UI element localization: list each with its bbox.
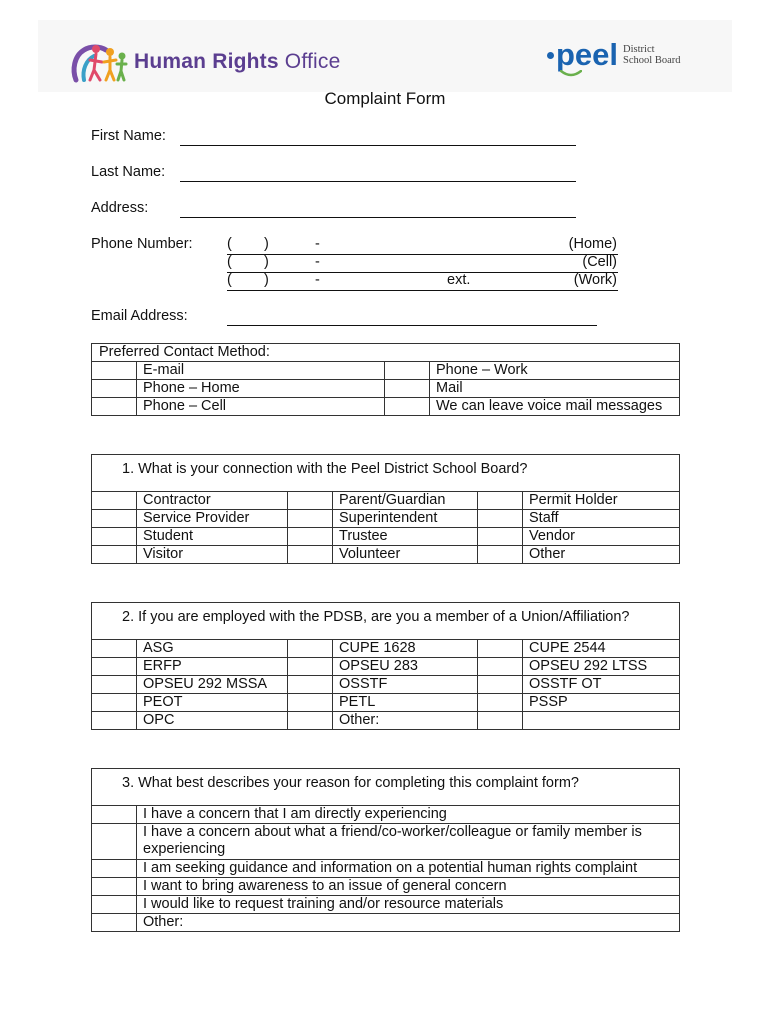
preferred-contact-table — [91, 343, 680, 416]
phone-work-open-paren: ( — [227, 272, 232, 288]
page-title: Complaint Form — [324, 89, 446, 108]
phone-home-dash: - — [315, 236, 320, 252]
phone-work-close-paren: ) — [264, 272, 269, 288]
option-staff: Staff — [523, 510, 680, 528]
option-asg: ASG — [137, 640, 288, 658]
checkbox-asg[interactable] — [92, 640, 137, 658]
option-request-training: I would like to request training and/or resource materials — [137, 896, 680, 914]
option-contractor: Contractor — [137, 492, 288, 510]
checkbox-osstf-ot[interactable] — [478, 676, 523, 694]
email-address-field[interactable] — [227, 325, 597, 326]
human-rights-office-logo — [70, 40, 340, 84]
checkbox-opseu-292-mssa[interactable] — [92, 676, 137, 694]
option-directly-experiencing: I have a concern that I am directly experiencing — [137, 806, 680, 824]
option-opc: OPC — [137, 712, 288, 730]
checkbox-erfp[interactable] — [92, 658, 137, 676]
checkbox-permit-holder[interactable] — [478, 492, 523, 510]
question-1-options — [91, 491, 680, 564]
option-parent-guardian: Parent/Guardian — [333, 492, 478, 510]
checkbox-vendor[interactable] — [478, 528, 523, 546]
peel-wordmark: peel — [556, 42, 618, 68]
option-phone-home: Phone – Home — [137, 380, 385, 398]
option-pssp: PSSP — [523, 694, 680, 712]
checkbox-empty-union — [478, 712, 523, 730]
option-bring-awareness: I want to bring awareness to an issue of general concern — [137, 878, 680, 896]
option-opseu-283: OPSEU 283 — [333, 658, 478, 676]
phone-home-close-paren: ) — [264, 236, 269, 252]
checkbox-volunteer[interactable] — [288, 546, 333, 564]
option-vendor: Vendor — [523, 528, 680, 546]
checkbox-other-reason[interactable] — [92, 914, 137, 932]
checkbox-superintendent[interactable] — [288, 510, 333, 528]
option-other-connection: Other — [523, 546, 680, 564]
option-other-person-experiencing: I have a concern about what a friend/co-worker/colleague or family member is experiencing — [137, 824, 680, 860]
checkbox-bring-awareness[interactable] — [92, 878, 137, 896]
board-name: District School Board — [623, 44, 681, 66]
option-trustee: Trustee — [333, 528, 478, 546]
phone-home-open-paren: ( — [227, 236, 232, 252]
checkbox-osstf[interactable] — [288, 676, 333, 694]
checkbox-trustee[interactable] — [288, 528, 333, 546]
first-name-label: First Name: — [91, 128, 166, 144]
checkbox-opseu-292-ltss[interactable] — [478, 658, 523, 676]
peel-district-school-board-logo — [556, 37, 681, 72]
phone-number-label: Phone Number: — [91, 236, 193, 252]
option-opseu-292-mssa: OPSEU 292 MSSA — [137, 676, 288, 694]
phone-work-field[interactable] — [227, 290, 618, 291]
checkbox-pssp[interactable] — [478, 694, 523, 712]
phone-home-tag: (Home) — [568, 236, 617, 252]
option-phone-work: Phone – Work — [430, 362, 680, 380]
phone-home-field[interactable] — [227, 254, 618, 255]
checkbox-phone-home[interactable] — [92, 380, 137, 398]
option-cupe-2544: CUPE 2544 — [523, 640, 680, 658]
checkbox-other-person-experiencing[interactable] — [92, 824, 137, 860]
office-name: Human Rights Office — [134, 50, 341, 73]
checkbox-student[interactable] — [92, 528, 137, 546]
checkbox-opseu-283[interactable] — [288, 658, 333, 676]
email-address-label: Email Address: — [91, 308, 188, 324]
checkbox-cupe-2544[interactable] — [478, 640, 523, 658]
option-mail: Mail — [430, 380, 680, 398]
option-superintendent: Superintendent — [333, 510, 478, 528]
phone-work-tag: (Work) — [573, 272, 617, 288]
phone-work-ext-label: ext. — [447, 272, 471, 288]
option-visitor: Visitor — [137, 546, 288, 564]
option-phone-cell: Phone – Cell — [137, 398, 385, 416]
option-osstf-ot: OSSTF OT — [523, 676, 680, 694]
last-name-field[interactable] — [180, 181, 576, 182]
option-volunteer: Volunteer — [333, 546, 478, 564]
option-peot: PEOT — [137, 694, 288, 712]
checkbox-visitor[interactable] — [92, 546, 137, 564]
checkbox-peot[interactable] — [92, 694, 137, 712]
option-erfp: ERFP — [137, 658, 288, 676]
checkbox-opc[interactable] — [92, 712, 137, 730]
option-empty-union — [523, 712, 680, 730]
last-name-label: Last Name: — [91, 164, 166, 180]
first-name-field[interactable] — [180, 145, 576, 146]
question-1-text: 1. What is your connection with the Peel District School Board? — [122, 461, 528, 477]
checkbox-voice-mail[interactable] — [385, 398, 430, 416]
question-3-box — [91, 768, 680, 805]
option-osstf: OSSTF — [333, 676, 478, 694]
checkbox-request-training[interactable] — [92, 896, 137, 914]
checkbox-seeking-guidance[interactable] — [92, 860, 137, 878]
question-2-box — [91, 602, 680, 639]
option-cupe-1628: CUPE 1628 — [333, 640, 478, 658]
phone-cell-open-paren: ( — [227, 254, 232, 270]
phone-cell-tag: (Cell) — [582, 254, 617, 270]
peel-smile-icon — [560, 70, 582, 78]
checkbox-cupe-1628[interactable] — [288, 640, 333, 658]
checkbox-parent-guardian[interactable] — [288, 492, 333, 510]
checkbox-other-connection[interactable] — [478, 546, 523, 564]
question-2-options — [91, 639, 680, 730]
option-voice-mail: We can leave voice mail messages — [430, 398, 680, 416]
phone-cell-close-paren: ) — [264, 254, 269, 270]
contact-heading: Preferred Contact Method: — [92, 344, 680, 362]
phone-cell-dash: - — [315, 254, 320, 270]
phone-cell-field[interactable] — [227, 272, 618, 273]
checkbox-service-provider[interactable] — [92, 510, 137, 528]
checkbox-petl[interactable] — [288, 694, 333, 712]
option-service-provider: Service Provider — [137, 510, 288, 528]
peel-dot-icon — [547, 52, 554, 59]
checkbox-directly-experiencing[interactable] — [92, 806, 137, 824]
option-other-reason: Other: — [137, 914, 680, 932]
address-field[interactable] — [180, 217, 576, 218]
option-opseu-292-ltss: OPSEU 292 LTSS — [523, 658, 680, 676]
checkbox-email[interactable] — [92, 362, 137, 380]
address-label: Address: — [91, 200, 149, 216]
option-email: E-mail — [137, 362, 385, 380]
option-permit-holder: Permit Holder — [523, 492, 680, 510]
option-student: Student — [137, 528, 288, 546]
phone-work-dash: - — [315, 272, 320, 288]
people-figures-icon — [70, 40, 128, 84]
question-2-text: 2. If you are employed with the PDSB, are you a member of a Union/Affiliation? — [122, 609, 630, 625]
checkbox-phone-work[interactable] — [385, 362, 430, 380]
question-1-box — [91, 454, 680, 491]
question-3-options — [91, 805, 680, 932]
question-3-text: 3. What best describes your reason for completing this complaint form? — [122, 775, 579, 791]
checkbox-staff[interactable] — [478, 510, 523, 528]
option-petl: PETL — [333, 694, 478, 712]
option-other-union: Other: — [333, 712, 478, 730]
checkbox-contractor[interactable] — [92, 492, 137, 510]
checkbox-mail[interactable] — [385, 380, 430, 398]
checkbox-phone-cell[interactable] — [92, 398, 137, 416]
option-seeking-guidance: I am seeking guidance and information on a potential human rights complaint — [137, 860, 680, 878]
checkbox-other-union[interactable] — [288, 712, 333, 730]
